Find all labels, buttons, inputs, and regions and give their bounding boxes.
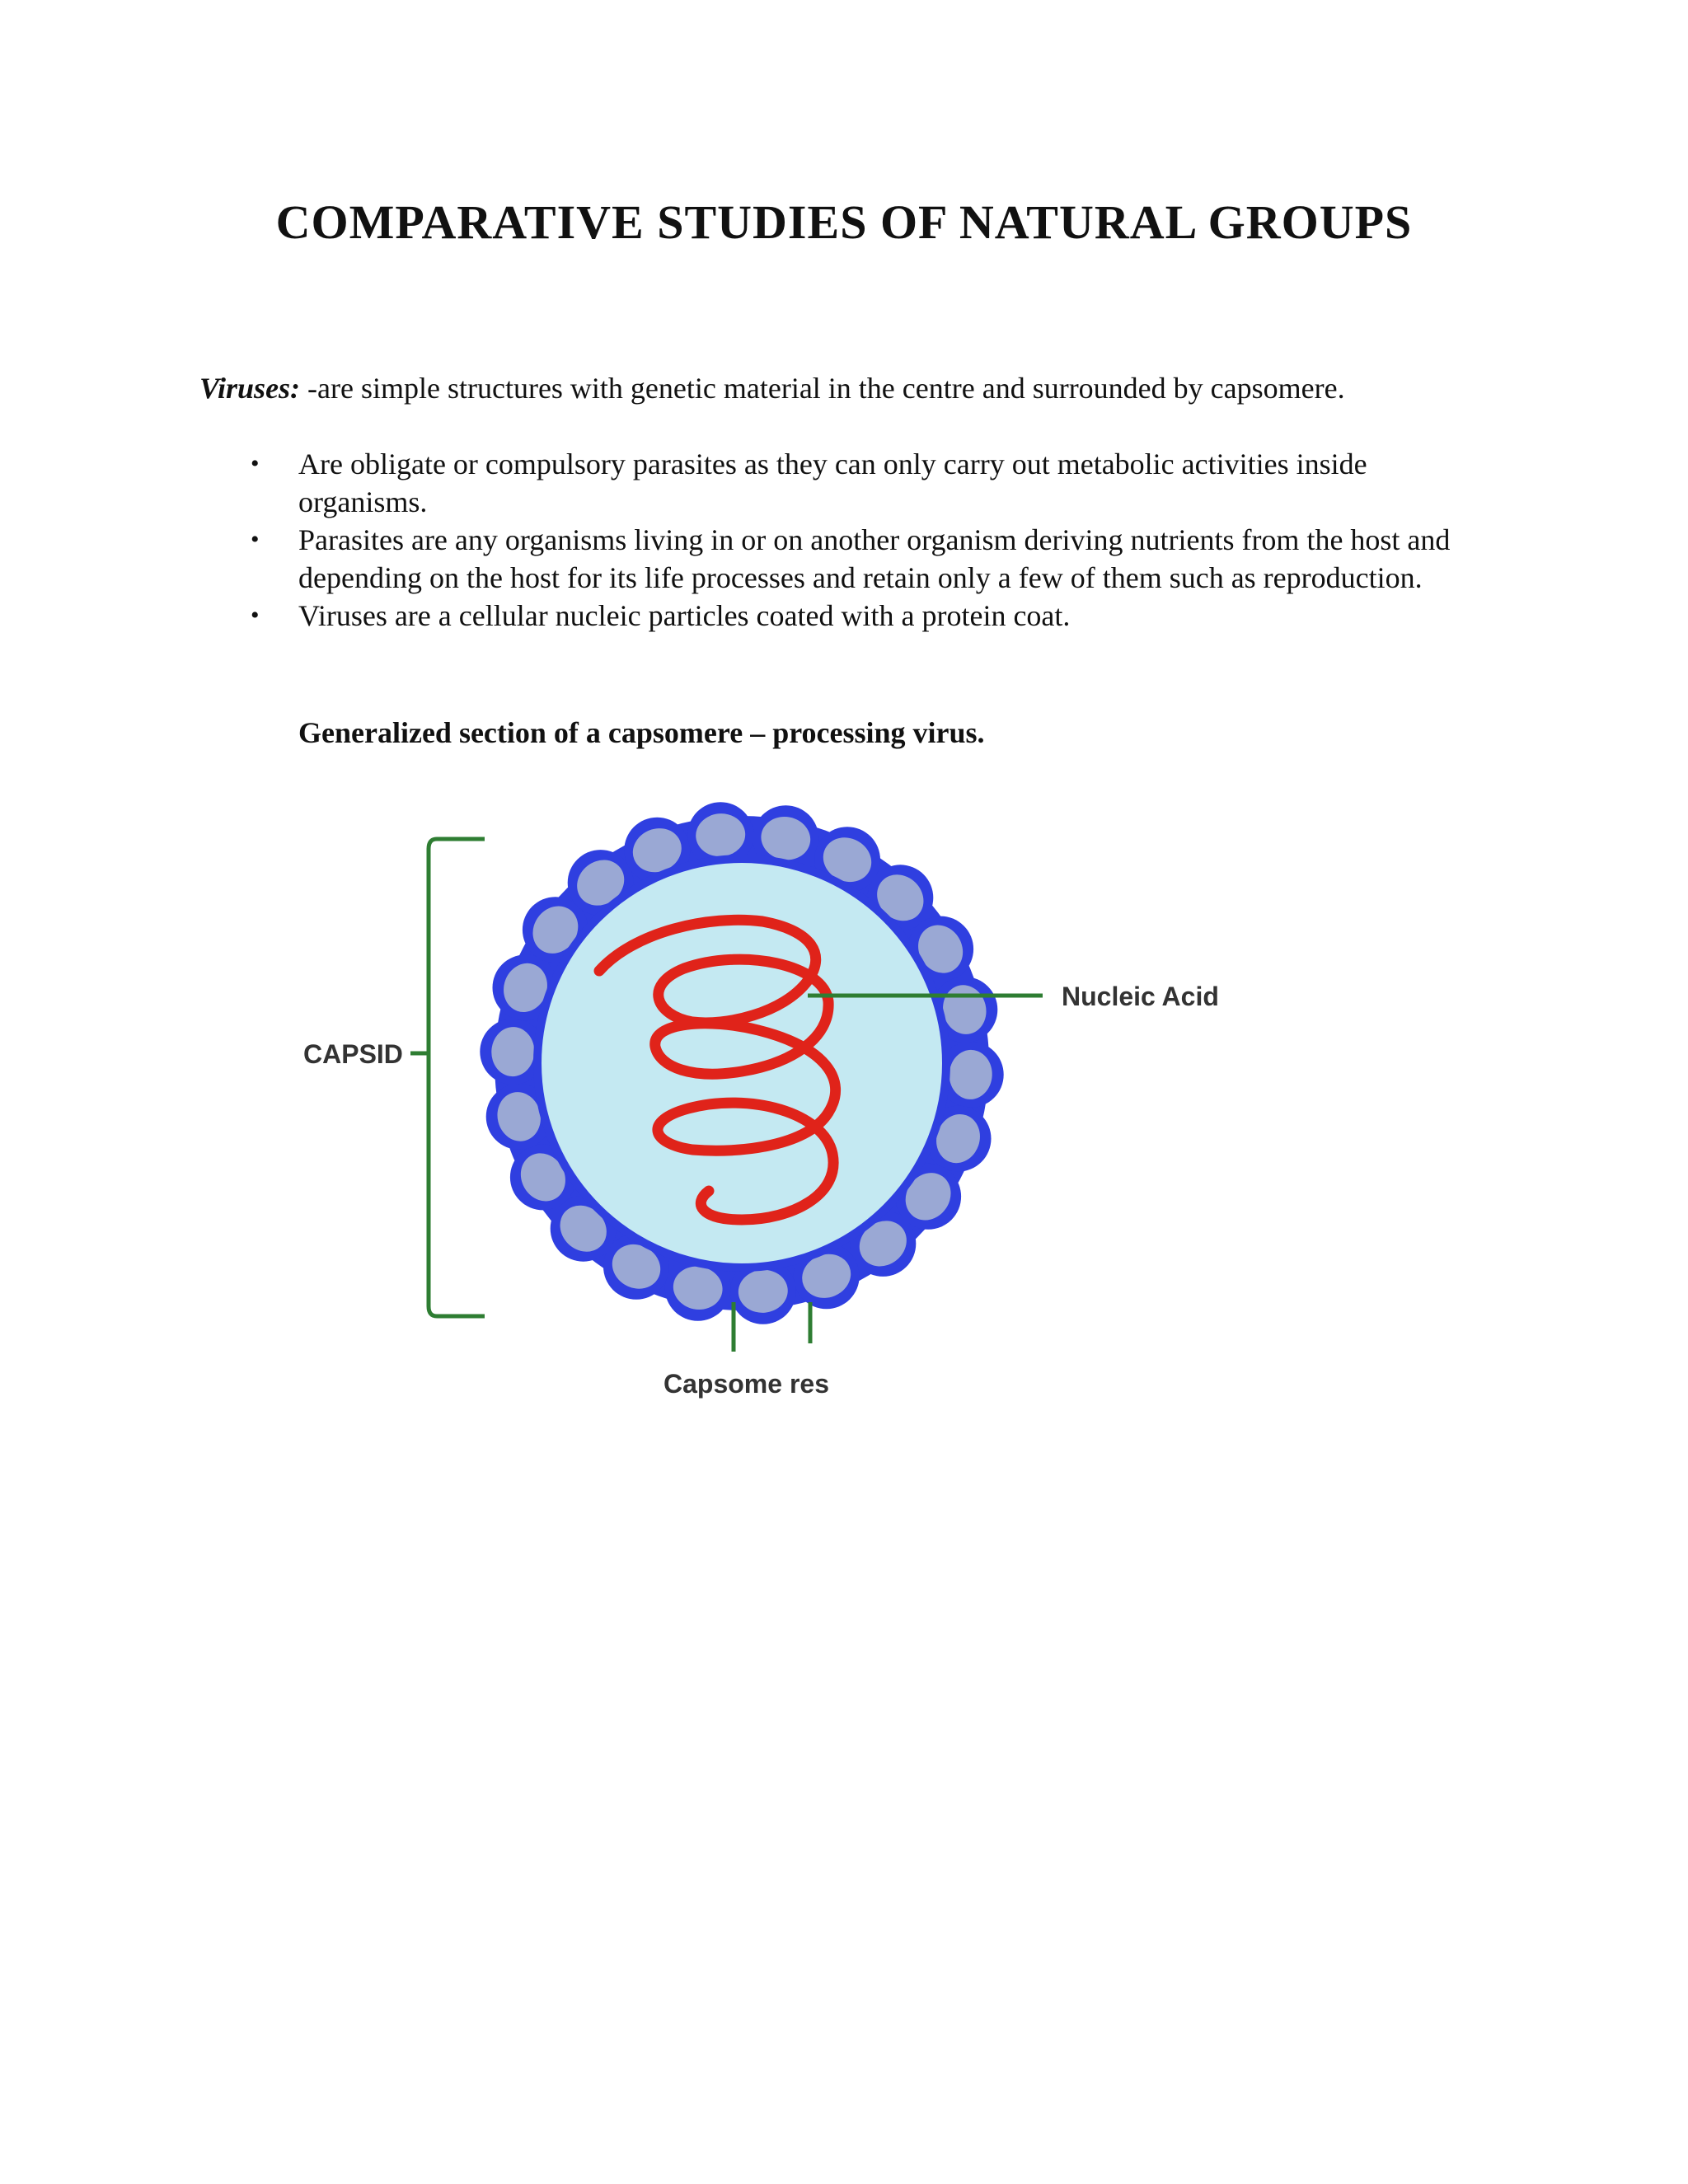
intro-text: -are simple structures with genetic material in the centre and surrounded by capsomere.	[300, 372, 1345, 405]
list-item	[251, 521, 1493, 597]
bullet-list	[251, 445, 1493, 635]
nucleic-acid-label: Nucleic Acid	[1062, 982, 1219, 1011]
bullet-text: Viruses are a cellular nucleic particles coated with a protein coat.	[298, 599, 1071, 632]
intro-paragraph	[199, 369, 1617, 407]
page-title: COMPARATIVE STUDIES OF NATURAL GROUPS	[275, 195, 1413, 249]
bullet-icon: •	[251, 450, 260, 477]
capsid-bracket	[429, 839, 485, 1316]
list-item	[251, 597, 1493, 635]
list-item	[251, 445, 1493, 521]
bullet-text: Are obligate or compulsory parasites as they can only carry out metabolic activities inside organisms.	[298, 448, 1367, 518]
bullet-icon: •	[251, 602, 260, 629]
capsid-label: CAPSID	[303, 1039, 403, 1069]
figure-heading: Generalized section of a capsomere – processing virus.	[298, 716, 985, 749]
capsomeres-label: Capsome res	[663, 1369, 829, 1399]
bullet-text: Parasites are any organisms living in or on another organism deriving nutrients from the host and depending on the host for its life processes and retain only a few of them such as reproduction.	[298, 523, 1451, 594]
virus-diagram-svg	[280, 775, 1253, 1418]
intro-term: Viruses:	[199, 372, 301, 405]
virus-diagram	[280, 775, 1253, 1418]
bullet-icon: •	[251, 526, 260, 553]
